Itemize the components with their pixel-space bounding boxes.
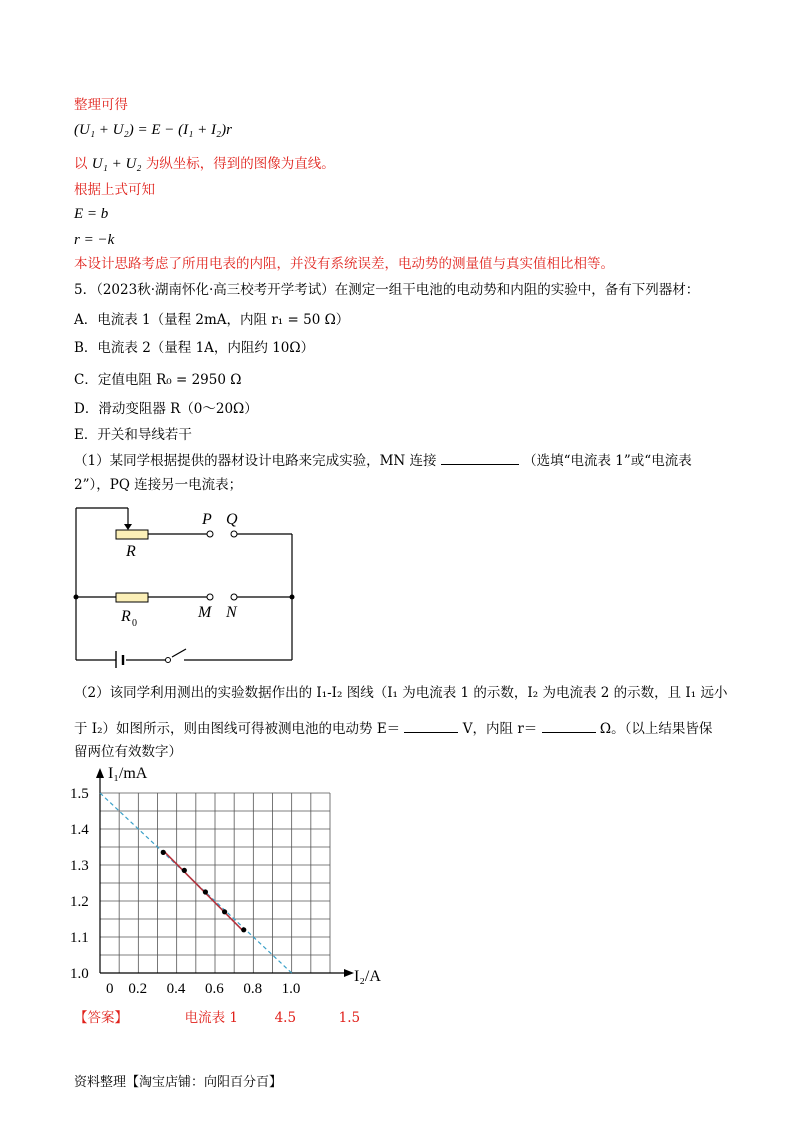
chart-axes [96, 768, 354, 977]
label-q: Q [226, 511, 238, 528]
part1-line [74, 450, 692, 471]
switch-blade [172, 649, 186, 657]
part2-line3: 留两位有效数字） [74, 744, 182, 760]
part1-suffix: （选填“电流表 1”或“电流表 [523, 453, 692, 469]
junction-left [74, 595, 79, 600]
chart-grid [100, 793, 330, 973]
answer-blank-mn[interactable] [441, 450, 519, 465]
y-tick-label: 1.0 [70, 966, 89, 982]
label-r0-subscript: 0 [132, 618, 137, 629]
y-tick-label: 1.2 [70, 894, 89, 910]
part1-prefix: （1）某同学根据提供的器材设计电路来完成实验，MN 连接 [74, 453, 437, 469]
data-point [203, 889, 208, 894]
x-tick-label: 0.8 [243, 981, 263, 997]
y-tick-label: 1.4 [70, 822, 89, 838]
terminal-n [231, 594, 237, 600]
equation-e: E = b [74, 206, 109, 222]
part2-prefix: 于 I₂）如图所示，则由图线可得被测电池的电动势 E＝ [74, 721, 401, 737]
data-point [182, 868, 187, 873]
data-point [241, 927, 246, 932]
equipment-item-e: E．开关和导线若干 [74, 427, 192, 443]
answer-blank-resistance[interactable] [542, 718, 596, 733]
x-axis-arrow [344, 969, 354, 977]
chart-tick-labels [70, 786, 300, 997]
terminal-p [207, 531, 213, 537]
equipment-item-d: D．滑动变阻器 R（0～20Ω） [74, 401, 258, 417]
terminal-m [207, 594, 213, 600]
ordinate-prefix: 以 [74, 156, 88, 172]
answer-row [74, 1008, 360, 1028]
y-tick-label: 1.3 [70, 858, 89, 874]
solution-summary: 本设计思路考虑了所用电表的内阻，并没有系统误差，电动势的测量值与真实值相比相等。 [74, 256, 614, 272]
x-tick-label: 0 [106, 981, 114, 997]
part2-line1: （2）该同学利用测出的实验数据作出的 I₁-I₂ 图线（I₁ 为电流表 1 的示数，I₂ 为电流表 2 的示数，且 I₁ 远小 [74, 685, 728, 701]
label-p: P [202, 511, 212, 528]
x-tick-label: 0.4 [166, 981, 186, 997]
answer-label: 【答案】 [74, 1010, 128, 1026]
switch-pivot [166, 658, 171, 663]
solution-text-ordinate [74, 154, 335, 174]
part2-mid: V，内阻 r＝ [462, 721, 538, 737]
equipment-item-b: B．电流表 2（量程 1A，内阻约 10Ω） [74, 340, 315, 356]
circuit-diagram [70, 500, 310, 668]
part1-continuation: 2”），PQ 连接另一电流表； [74, 477, 243, 493]
part2-suffix: Ω。（以上结果皆保 [599, 721, 713, 737]
label-n: N [226, 604, 237, 621]
x-axis-label: I₂/A [354, 968, 381, 985]
rheostat-body [116, 530, 148, 539]
answer-1: 电流表 1 [184, 1010, 238, 1026]
y-axis-label: I₁/mA [108, 765, 148, 782]
slider-arrow [124, 524, 132, 530]
data-point [161, 850, 166, 855]
answer-2: 4.5 [274, 1010, 297, 1026]
y-axis-arrow [96, 768, 104, 778]
ordinate-suffix: 为纵坐标，得到的图像为直线。 [145, 156, 335, 172]
equipment-item-a: A．电流表 1（量程 2mA，内阻 r₁ = 50 Ω） [74, 312, 350, 328]
ordinate-math: U₁ + U₂ [91, 156, 142, 172]
solution-heading: 整理可得 [74, 97, 128, 113]
fixed-resistor-body [116, 593, 148, 602]
x-tick-label: 0.6 [205, 981, 224, 997]
equipment-item-c: C．定值电阻 R₀ = 2950 Ω [74, 372, 242, 388]
y-tick-label: 1.1 [70, 930, 89, 946]
equation-r: r = −k [74, 232, 115, 248]
label-r: R [126, 543, 136, 560]
i1-i2-chart [60, 760, 400, 1000]
x-tick-label: 0.2 [128, 981, 148, 997]
label-m: M [198, 604, 212, 621]
solution-conclusion-heading: 根据上式可知 [74, 182, 155, 198]
data-point [222, 909, 227, 914]
y-tick-label: 1.5 [70, 786, 89, 802]
part2-line2 [74, 718, 712, 739]
answer-3: 1.5 [338, 1010, 361, 1026]
junction-right [290, 595, 295, 600]
question-intro: 5．（2023秋·湖南怀化·高三校考开学考试）在测定一组干电池的电动势和内阻的实验中，备有下列器材： [74, 282, 700, 298]
answer-blank-emf[interactable] [404, 718, 458, 733]
equation-1: (U₁ + U₂) = E − (I₁ + I₂)r [74, 122, 232, 138]
footer-credit: 资料整理【淘宝店铺：向阳百分百】 [74, 1075, 283, 1090]
terminal-q [231, 531, 237, 537]
label-r0: R [121, 608, 131, 625]
x-tick-label: 1.0 [281, 981, 301, 997]
